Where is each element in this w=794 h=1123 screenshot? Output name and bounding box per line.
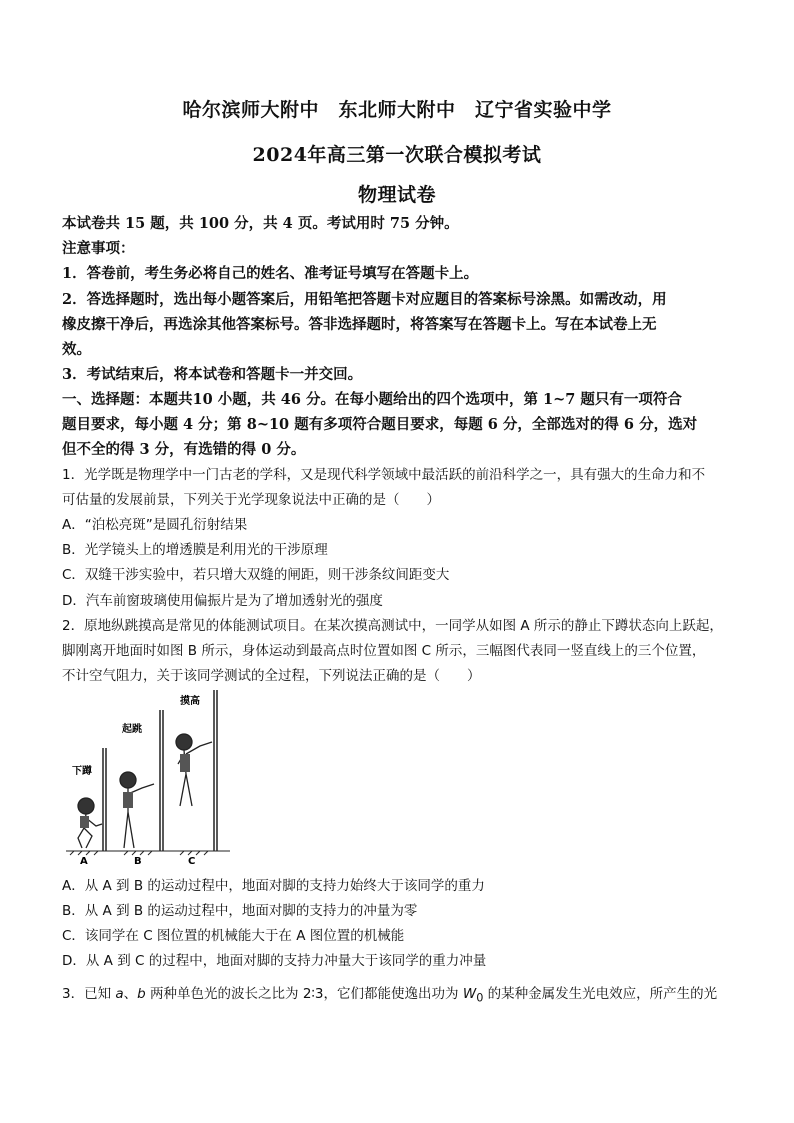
q2-option-d: D．从 A 到 C 的过程中，地面对脚的支持力冲量大于该同学的重力冲量 xyxy=(62,953,487,969)
note-2-line-1: 2．答选择题时，选出每小题答案后，用铅笔把答题卡对应题目的答案标号涂黑。如需改动，用 xyxy=(62,291,667,308)
label-c: C xyxy=(188,856,196,866)
q1-stem-line-2: 可估量的发展前景，下列关于光学现象说法中正确的是（ ） xyxy=(62,492,440,508)
section-1-line-2: 题目要求，每小题 4 分；第 8~10 题有多项符合题目要求，每题 6 分，全部选对的得 6 分，选对 xyxy=(62,416,698,433)
section-1-line-3: 但不全的得 3 分，有选错的得 0 分。 xyxy=(62,441,306,458)
section-1-line-1: 一、选择题：本题共10 小题，共 46 分。在每小题给出的四个选项中，第 1~7 题只有一项符合 xyxy=(62,391,682,408)
q3-work-function-symbol: W xyxy=(462,986,477,1002)
note-2-line-2: 橡皮擦干净后，再选涂其他答案标号。答非选择题时，将答案写在答题卡上。写在本试卷上无 xyxy=(62,316,657,333)
person-b-jump xyxy=(120,772,154,848)
exam-summary: 本试卷共 15 题，共 100 分，共 4 页。考试用时 75 分钟。 xyxy=(62,215,459,232)
label-crouch: 下蹲 xyxy=(72,766,92,777)
q3-b-symbol: b xyxy=(137,986,146,1002)
note-2-line-3: 效。 xyxy=(62,341,91,358)
q1-option-b: B．光学镜头上的增透膜是利用光的干涉原理 xyxy=(62,542,328,558)
q3-sep: 、 xyxy=(123,986,138,1002)
ground xyxy=(66,851,230,855)
note-3: 3．考试结束后，将本试卷和答题卡一并交回。 xyxy=(62,366,363,383)
q3-work-function-subscript: 0 xyxy=(476,991,484,1005)
q2-stem-line-2: 脚刚离开地面时如图 B 所示，身体运动到最高点时位置如图 C 所示，三幅图代表同一竖直线上的三个位置， xyxy=(62,643,706,659)
q1-stem-line-1: 1．光学既是物理学中一门古老的学科，又是现代科学领域中最活跃的前沿科学之一，具有强大的生命力和不 xyxy=(62,467,706,483)
label-jump: 起跳 xyxy=(122,724,142,735)
q3-mid: 两种单色光的波长之比为 2∶3，它们都能使逸出功为 xyxy=(145,986,463,1002)
q2-option-c: C．该同学在 C 图位置的机械能大于在 A 图位置的机械能 xyxy=(62,928,405,944)
q1-option-d: D．汽车前窗玻璃使用偏振片是为了增加透射光的强度 xyxy=(62,593,383,609)
person-c-reach xyxy=(176,734,212,806)
label-a: A xyxy=(80,856,88,866)
q2-stem-line-1: 2．原地纵跳摸高是常见的体能测试项目。在某次摸高测试中，一同学从如图 A 所示的静止下蹲状态向上跃起， xyxy=(62,618,723,634)
q2-stem-line-3: 不计空气阻力，关于该同学测试的全过程，下列说法正确的是（ ） xyxy=(62,668,481,684)
q2-option-a: A．从 A 到 B 的运动过程中，地面对脚的支持力始终大于该同学的重力 xyxy=(62,878,485,894)
q1-option-a: A．“泊松亮斑”是圆孔衍射结果 xyxy=(62,517,248,533)
q2-option-b: B．从 A 到 B 的运动过程中，地面对脚的支持力的冲量为零 xyxy=(62,903,418,919)
q1-option-c: C．双缝干涉实验中，若只增大双缝的闸距，则干涉条纹间距变大 xyxy=(62,567,450,583)
q3-stem-line-1 xyxy=(62,982,738,1011)
exam-title: 2024年高三第一次联合模拟考试 xyxy=(252,144,542,166)
walls xyxy=(103,690,217,851)
jump-figure xyxy=(62,688,242,866)
schools-title: 哈尔滨师大附中 东北师大附中 辽宁省实验中学 xyxy=(182,99,612,121)
q3-a-symbol: a xyxy=(115,986,124,1002)
label-b: B xyxy=(134,856,142,866)
q3-prefix: 3．已知 xyxy=(62,986,116,1002)
person-a-crouch xyxy=(78,798,102,848)
q3-suffix: 的某种金属发生光电效应，所产生的光 xyxy=(483,986,718,1002)
notes-title: 注意事项： xyxy=(62,240,135,257)
label-reach: 摸高 xyxy=(180,696,200,707)
note-1: 1．答卷前，考生务必将自己的姓名、准考证号填写在答题卡上。 xyxy=(62,265,479,282)
subject-title: 物理试卷 xyxy=(357,184,436,206)
